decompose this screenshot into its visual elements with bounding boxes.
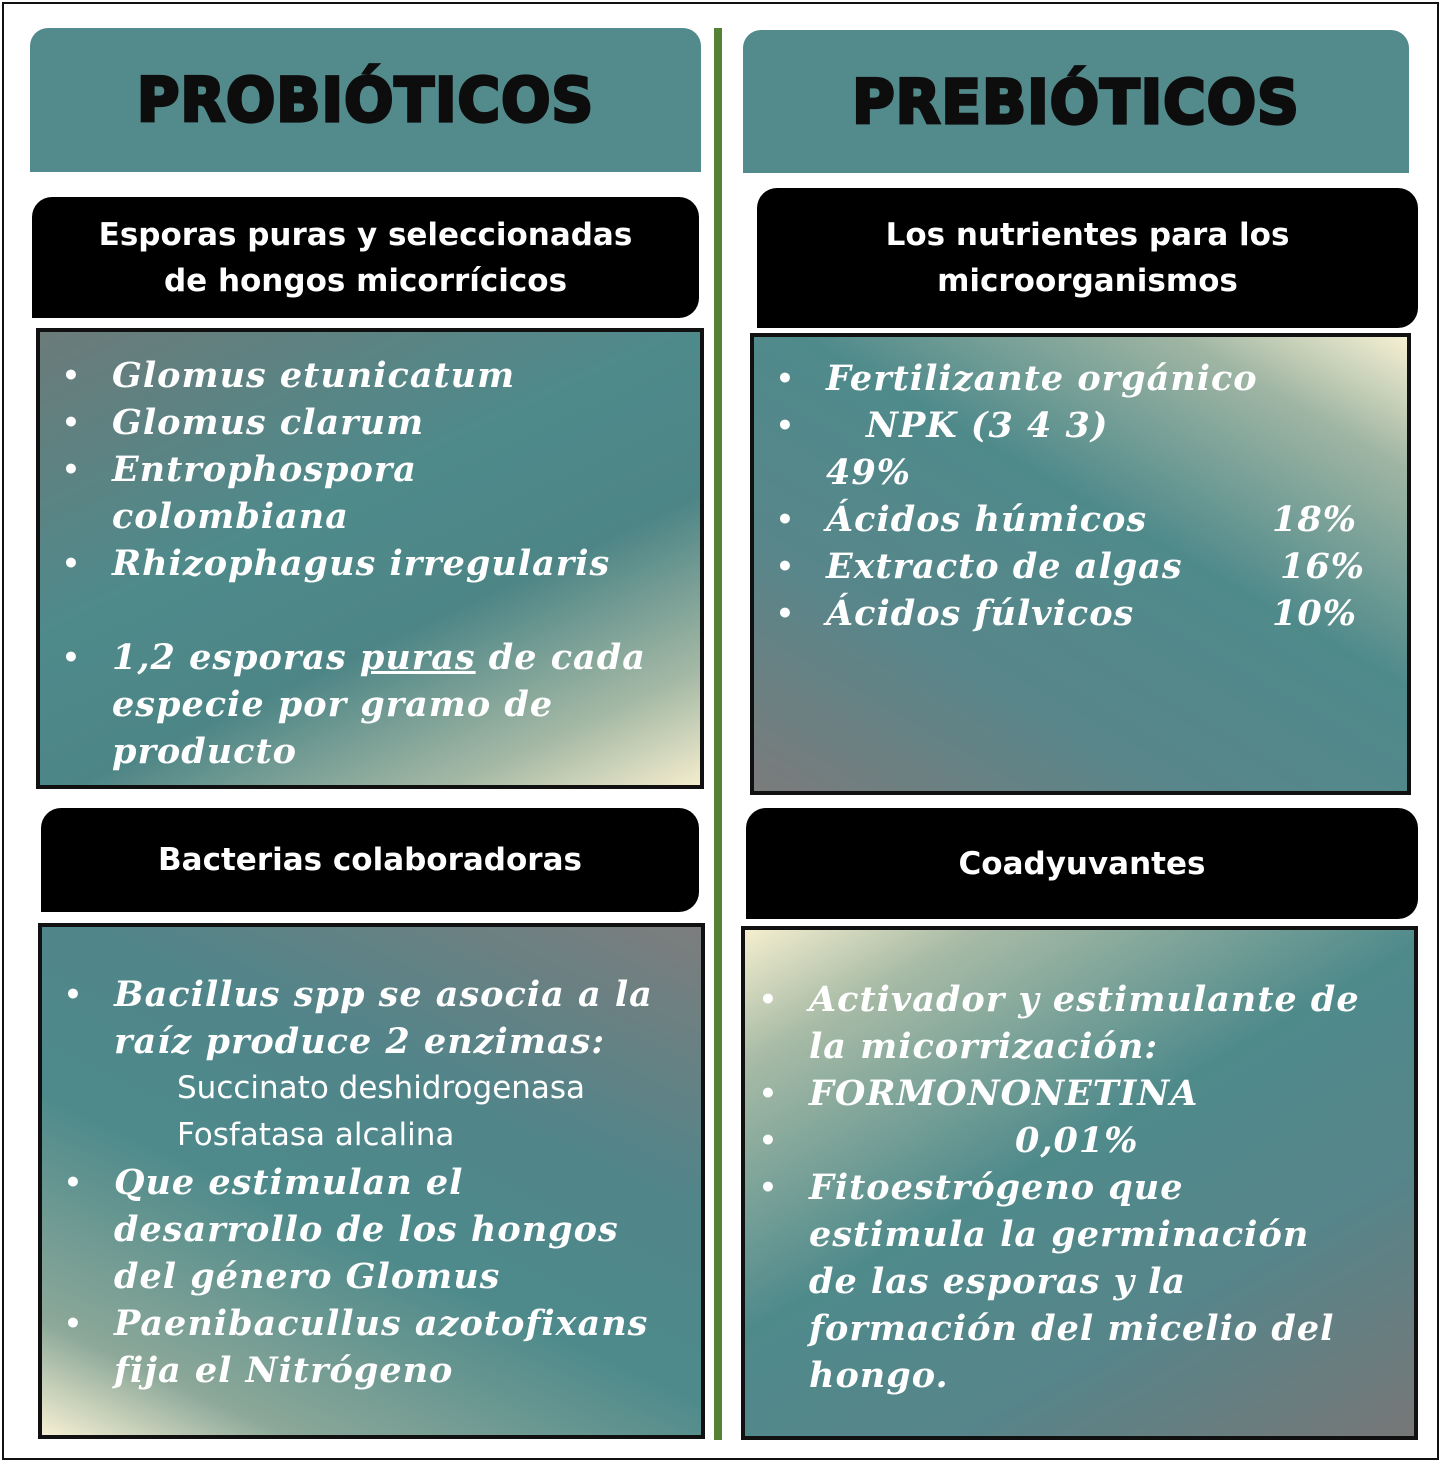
list-item: • FORMONONETINA (741, 1070, 1360, 1117)
list-item-cont: 49% (826, 452, 911, 493)
prebioticos-title-box (743, 30, 1409, 173)
list-item-cont: fija el Nitrógeno (114, 1350, 454, 1391)
spacer (40, 587, 646, 634)
nutrient-percent: 10% (1272, 593, 1357, 634)
coadyuvantes-list (741, 976, 1360, 1399)
probioticos-title-box (30, 28, 701, 172)
nutrient-name: Ácidos fúlvicos (826, 593, 1135, 634)
list-item-cont: especie por gramo de (112, 684, 554, 725)
bacterias-content-box (38, 923, 705, 1439)
list-item-cont: del género Glomus (114, 1256, 501, 1297)
bacterias-header: Bacterias colaboradoras (41, 808, 699, 912)
esporas-header: Esporas puras y seleccionadas de hongos micorrícicos (32, 197, 699, 318)
enzyme-item: Succinato deshidrogenasa (177, 1070, 586, 1106)
prebioticos-title: PREBIÓTICOS (852, 65, 1300, 138)
list-item: • Que estimulan el (42, 1159, 653, 1206)
list-item: • Entrophospora (40, 446, 646, 493)
nutrient-name: Extracto de algas (826, 546, 1183, 587)
list-item-cont: producto (112, 731, 297, 772)
list-item-note (40, 634, 646, 681)
list-item: • NPK (3 4 3) (754, 402, 1409, 449)
nutrient-name: Ácidos húmicos (826, 499, 1148, 540)
list-item-cont: colombiana (112, 496, 349, 537)
list-item-cont: de las esporas y la (809, 1261, 1187, 1302)
bacterias-list (42, 971, 653, 1394)
list-item: • Glomus etunicatum (40, 352, 646, 399)
probioticos-title: PROBIÓTICOS (136, 64, 595, 136)
list-item-cont: estimula la germinación (809, 1214, 1310, 1255)
nutrientes-list (754, 355, 1409, 637)
list-item-cont: raíz produce 2 enzimas: (114, 1021, 606, 1062)
list-item: • Fertilizante orgánico (754, 355, 1409, 402)
list-item (754, 543, 1409, 590)
list-item-cont: desarrollo de los hongos (114, 1209, 619, 1250)
list-item: • Paenibacullus azotofixans (42, 1300, 653, 1347)
list-item-cont: formación del micelio del (809, 1308, 1335, 1349)
nutrient-percent: 16% (1280, 546, 1365, 587)
note-text: de cada (475, 637, 646, 678)
note-underlined-text: puras (359, 637, 476, 678)
nutrientes-header: Los nutrientes para los microorganismos (757, 188, 1418, 328)
coadyuvantes-content-box (741, 926, 1418, 1440)
list-item (754, 496, 1409, 543)
note-text: 1,2 esporas (112, 637, 360, 678)
list-item: • Fitoestrógeno que (741, 1164, 1360, 1211)
list-item: • Activador y estimulante de (741, 976, 1360, 1023)
enzyme-item: Fosfatasa alcalina (177, 1117, 455, 1153)
list-item: • Bacillus spp se asocia a la (42, 971, 653, 1018)
list-item: • Glomus clarum (40, 399, 646, 446)
list-item: • 0,01% (741, 1117, 1360, 1164)
esporas-list (40, 352, 646, 775)
list-item (754, 590, 1409, 637)
column-divider (714, 28, 722, 1440)
coadyuvantes-header: Coadyuvantes (746, 808, 1418, 919)
list-item-cont: hongo. (809, 1355, 949, 1396)
esporas-content-box (36, 328, 704, 789)
nutrient-percent: 18% (1272, 499, 1357, 540)
list-item: • Rhizophagus irregularis (40, 540, 646, 587)
list-item-cont: la micorrización: (809, 1026, 1159, 1067)
nutrientes-content-box (750, 333, 1411, 795)
